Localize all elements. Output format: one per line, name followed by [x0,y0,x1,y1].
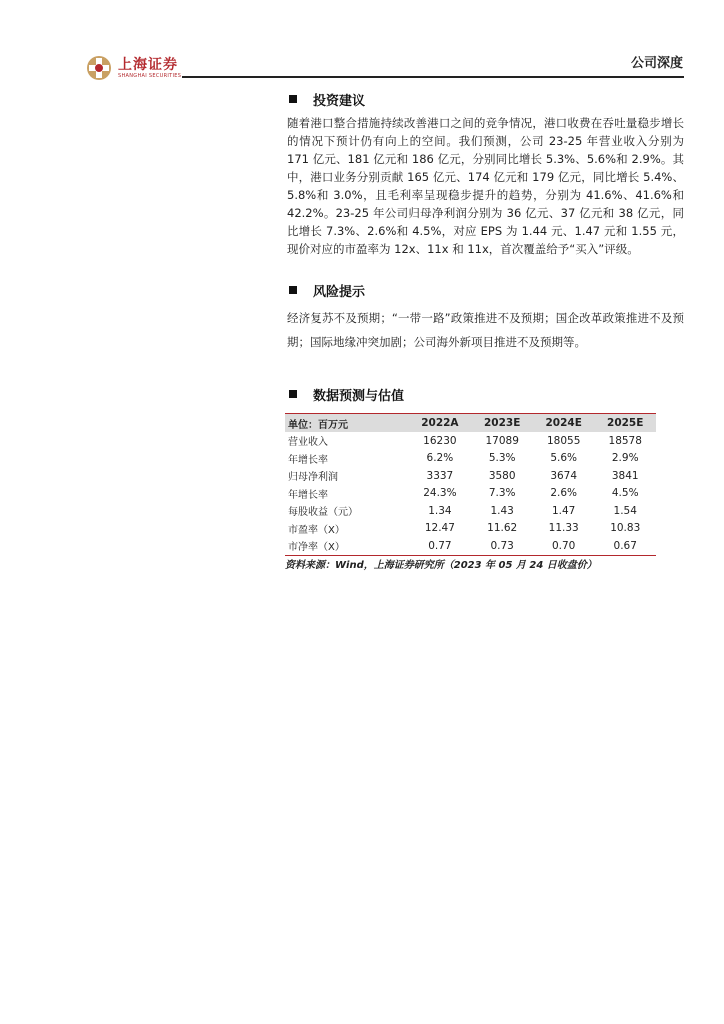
logo-chinese-name: 上海证券 [118,56,178,73]
risk-paragraph: 经济复苏不及预期；“一带一路”政策推进不及预期；国企改革政策推进不及预期；国际地缘冲突加剧；公司海外新项目推进不及预期等。 [287,311,684,349]
table-source-note: 资料来源：Wind，上海证券研究所（2023 年 05 月 24 日收盘价） [285,560,597,571]
unit-header: 单位：百万元 [288,419,348,431]
table-cell: 18055 [546,434,581,447]
table-cell: 1.34 [428,504,452,517]
table-cell: 0.77 [408,537,471,555]
table-cell: 16230 [423,434,457,447]
page-header [0,0,724,82]
company-logo [86,55,181,81]
table-cell: 2.9% [611,452,639,465]
investment-paragraph: 随着港口整合措施持续改善港口之间的竞争情况，港口收费在吞吐量稳步增长的情况下预计仍有向上的空间。我们预测，公司 23-25 年营业收入分别为 171 亿元、181 亿元和 186 亿元，分别同比增长 5.3%、5.6%和 2.9%。其中，港口业务分别贡献 165 亿元、174 亿元和 179 亿元，同比增长 5.4%、5.8%和 3.0%，且毛利率呈现稳步提升的趋势，分别为 41.6%、41.6%和 42.2%。23-25 年公司归母净利润分别为 36 亿元、37 亿元和 38 亿元，同比增长 7.3%、2.6%和 4.5%，对应 EPS 为 1.44 元、1.47 元和 1.55 元，现价对应的市盈率为 12x、11x 和 11x，首次覆盖给予“买入”评级。 [287,116,684,256]
logo-english-name: SHANGHAI SECURITIES [118,72,182,79]
row-label: 年增长率 [288,489,328,501]
column-header: 2024E [545,417,582,429]
table-cell: 4.5% [611,487,639,500]
table-cell: 1.43 [490,504,514,517]
row-label: 市盈率（X） [288,524,345,536]
forecast-title: 数据预测与估值 [313,388,405,404]
table-cell: 7.3% [488,487,516,500]
table-cell: 11.62 [487,522,518,535]
table-cell: 5.6% [550,452,578,465]
table-cell: 12.47 [424,522,455,535]
table-cell: 2.6% [550,487,578,500]
table-cell: 10.83 [610,522,641,535]
table-row [285,485,656,503]
row-label: 营业收入 [288,437,328,449]
table-cell: 1.47 [551,504,576,517]
row-label: 归母净利润 [288,472,338,484]
table-row [285,467,656,485]
column-header: 2023E [483,417,521,429]
table-cell: 17089 [485,434,519,447]
square-bullet-icon [289,286,297,294]
risk-title: 风险提示 [313,284,366,300]
table-cell: 11.33 [548,522,579,535]
table-cell: 24.3% [423,487,457,500]
table-cell: 3674 [550,469,578,482]
column-header: 2025E [607,417,644,429]
table-cell: 6.2% [426,452,454,465]
risk-heading [287,280,365,300]
table-cell: 3841 [611,469,639,482]
table-cell: 3337 [426,469,454,482]
table-row [285,537,656,555]
column-header: 2022A [421,417,459,429]
investment-heading [287,89,365,109]
document-type-label: 公司深度 [630,56,683,71]
table-cell: 0.70 [533,537,595,555]
table-row [285,520,656,538]
square-bullet-icon [289,95,297,103]
header-divider [182,76,684,78]
table-cell: 0.73 [471,537,533,555]
table-cell: 3580 [488,469,516,482]
logo-emblem-icon [86,55,112,81]
table-row [285,450,656,468]
square-bullet-icon [289,390,297,398]
table-cell: 5.3% [488,452,516,465]
table-cell: 0.67 [594,537,656,555]
table-row [285,502,656,520]
investment-title: 投资建议 [313,93,366,109]
row-label: 市净率（X） [285,537,408,555]
row-label: 每股收益（元） [288,507,358,519]
table-cell: 18578 [608,434,642,447]
forecast-table-container [285,413,656,556]
forecast-heading [287,384,404,404]
table-header-row [285,414,656,433]
forecast-table [285,413,656,556]
table-cell: 1.54 [613,504,637,517]
row-label: 年增长率 [288,454,328,466]
table-row [285,432,656,450]
